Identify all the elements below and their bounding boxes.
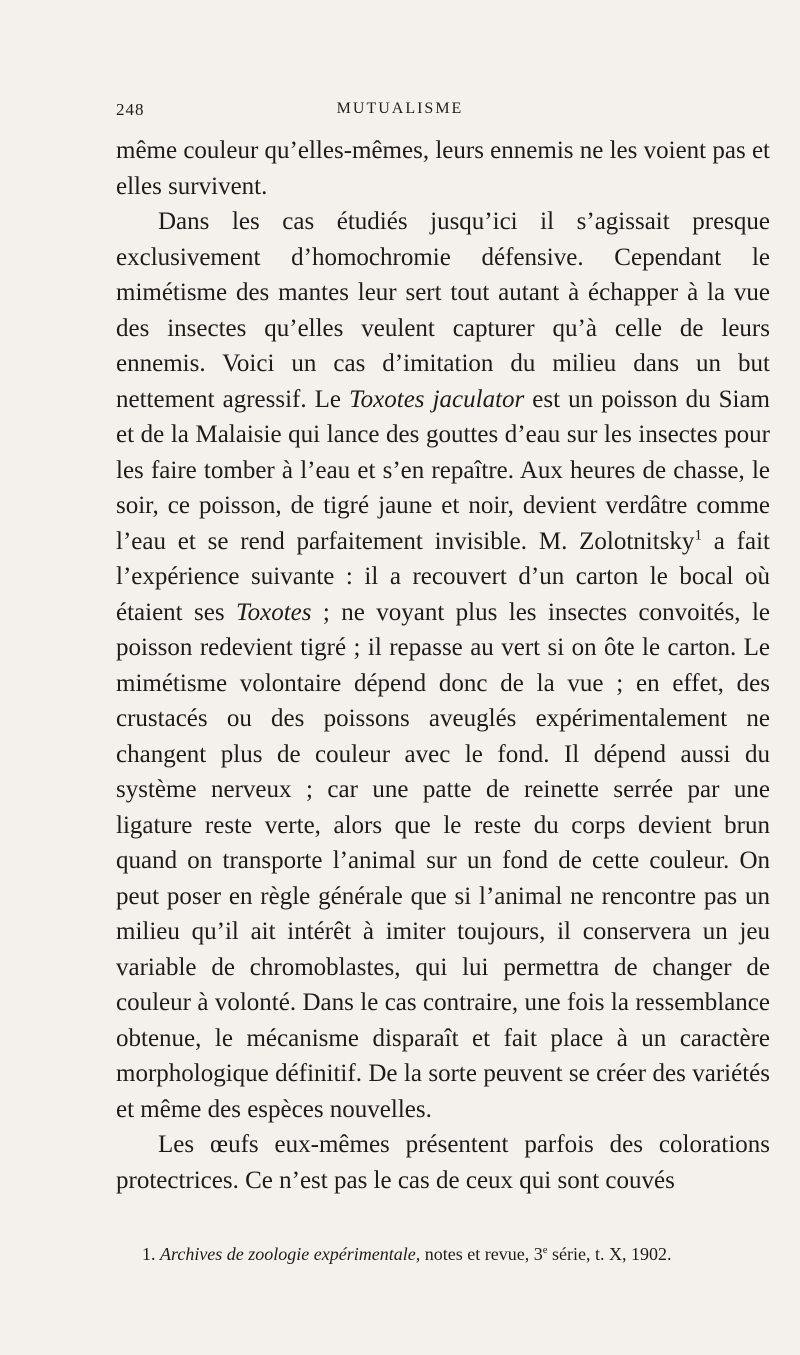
text-run: ; ne voyant plus les insectes convoités, le poisson redevient tigré ; il repasse au vert si on ôte le carton. Le mimétisme volontaire dépend donc de la vue ; en effet, des crustacés ou des poissons aveuglés expérimentalement ne changent plus de couleur avec le fond. Il dépend aussi du système nerveux ; car une patte de reinette serrée par une ligature reste verte, alors que le reste du corps devient brun quand on transporte l’animal sur un fond de cette couleur. On peut poser en règle générale que si l’animal ne rencontre pas un milieu qu’il ait intérêt à imiter toujours, il conservera un jeu variable de chromoblastes, qui lui permettra de changer de couleur à volonté. Dans le cas contraire, une fois la ressemblance obtenue, le mécanisme disparaît et fait place à un caractère morphologique définitif. De la sorte peuvent se créer des variétés et même des espèces nouvelles. bbox=[116, 598, 770, 1123]
italic-text: Toxotes bbox=[236, 598, 312, 626]
page-header bbox=[0, 100, 800, 124]
footnote-details-sup: e bbox=[542, 1244, 548, 1256]
footnote-details: notes et revue, 3 bbox=[420, 1244, 543, 1264]
footnote-details-end: série, t. X, 1902. bbox=[547, 1244, 672, 1264]
page-number: 248 bbox=[116, 100, 145, 119]
footnote-number: 1. bbox=[142, 1244, 156, 1264]
paragraph bbox=[116, 1127, 770, 1198]
body-text bbox=[116, 133, 770, 1198]
text-run: Dans les cas étudiés jusqu’ici il s’agissait presque exclusivement d’homochromie défensive. Cependant le mimétisme des mantes leur sert tout autant à échapper à la vue des insectes qu’elles veulent capturer qu’à celle de leurs ennemis. Voici un cas d’imitation du milieu dans un but nettement agressif. Le bbox=[116, 208, 770, 413]
text-run: même couleur qu’elles-mêmes, leurs ennemis ne les voient pas et elles survivent. bbox=[116, 137, 770, 200]
footnote-marker: 1 bbox=[694, 527, 702, 544]
text-run: est un poisson du Siam et de la Malaisie qui lance des gouttes d’eau sur les insectes pour les faire tomber à l’eau et s’en repaître. Aux heures de chasse, le soir, ce poisson, de tigré jaune et noir, devient verdâtre comme l’eau et se rend parfaitement invisible. M. Zolotnitsky bbox=[116, 385, 771, 555]
text-run: a fait l’expérience suivante : il a recouvert d’un carton le bocal où étaient ses bbox=[116, 527, 770, 626]
footnote-source-title: Archives de zoologie expérimentale, bbox=[160, 1244, 421, 1264]
italic-text: Toxotes jaculator bbox=[349, 385, 525, 413]
paragraph bbox=[116, 204, 770, 1127]
text-run: Les œufs eux-mêmes présentent parfois des colorations protectrices. Ce n’est pas le cas de ceux qui sont couvés bbox=[116, 1131, 770, 1194]
running-title: MUTUALISME bbox=[336, 100, 464, 117]
footnote bbox=[142, 1243, 782, 1265]
paragraph bbox=[116, 133, 770, 204]
